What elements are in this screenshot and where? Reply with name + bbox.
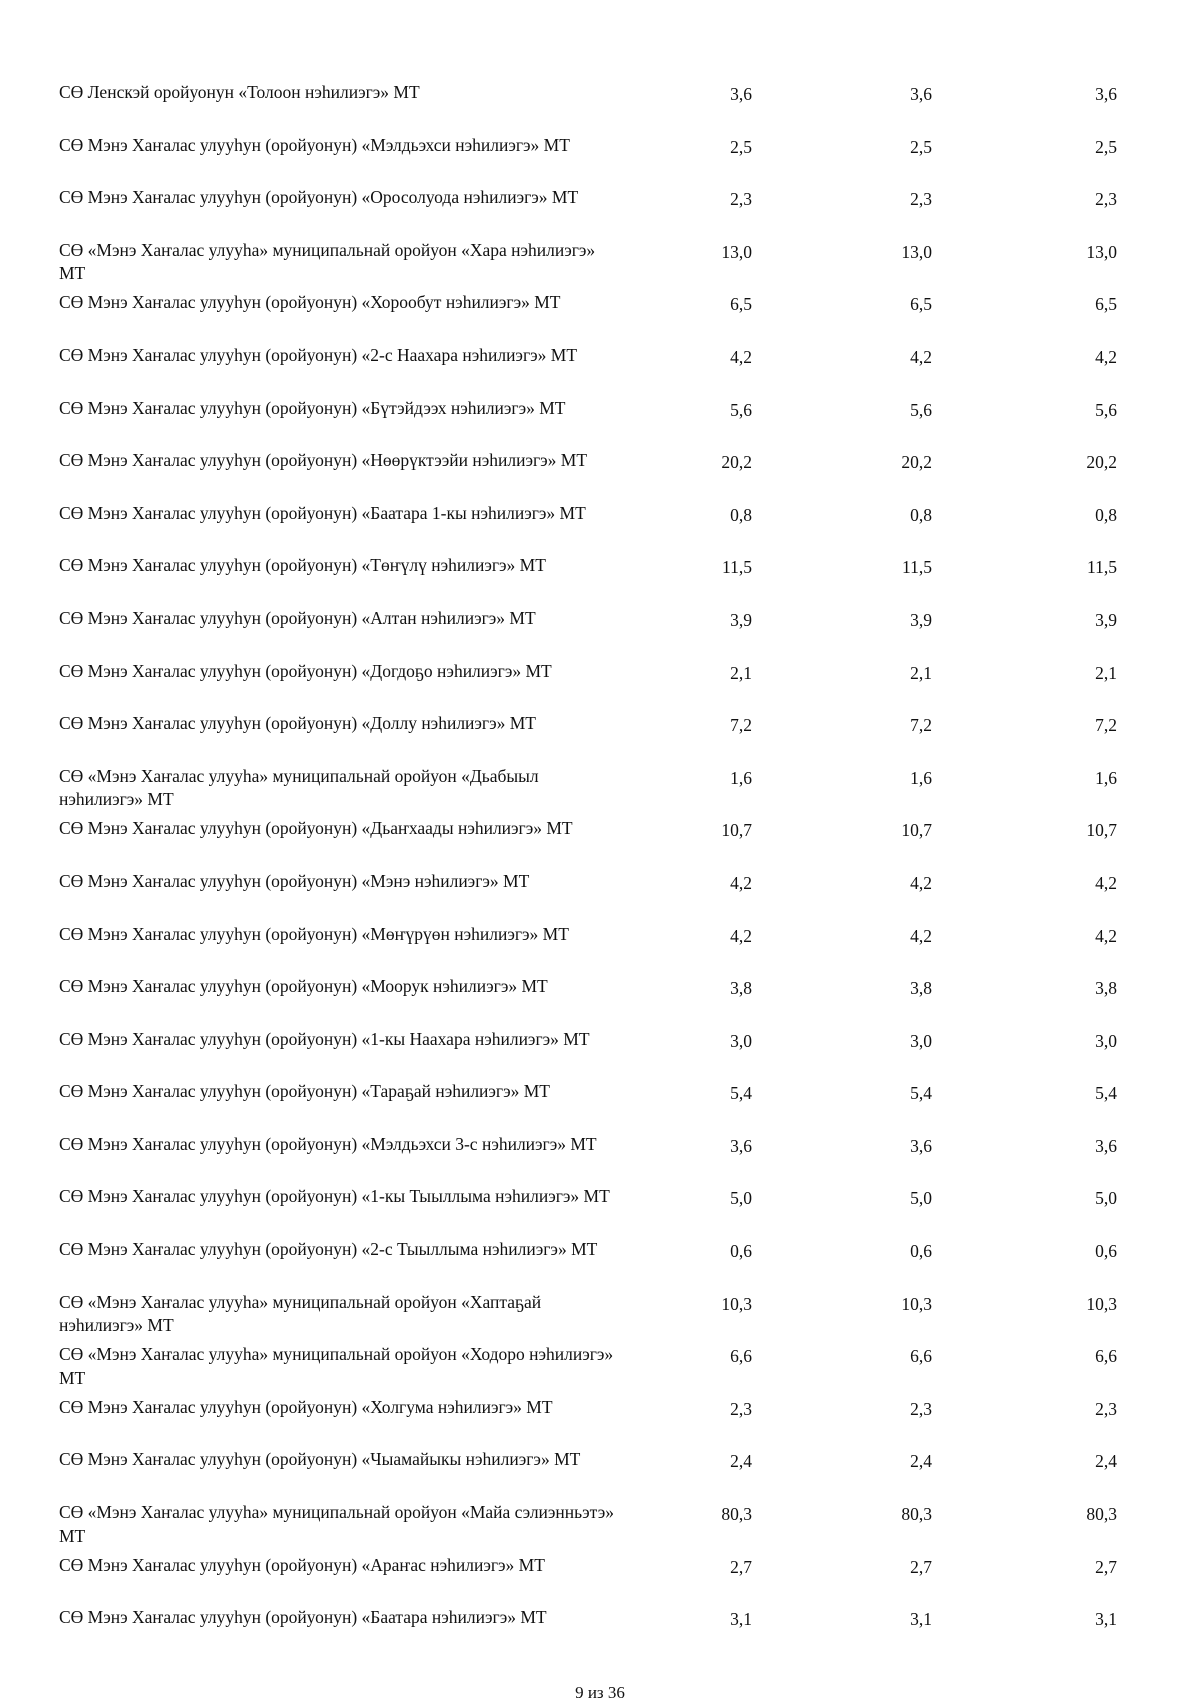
row-value-v1: 11,5 [722,557,752,578]
row-value-v2: 5,4 [910,1083,932,1104]
table-row [59,1185,1139,1238]
row-value-v3: 2,3 [1095,189,1117,210]
row-value-v2: 1,6 [910,767,932,788]
row-name: СӨ «Мэнэ Хаҥалас улууһа» муниципальнай оройуон «Дьабыыл нэһилиэгэ» МТ [59,765,539,810]
row-value-v1: 6,6 [730,1346,752,1367]
row-value-v3: 0,6 [1095,1241,1117,1262]
row-value-v1: 2,5 [730,136,752,157]
table-row [59,1501,1139,1554]
table-row [59,1606,1139,1659]
page-number: 9 из 36 [575,1683,625,1702]
row-value-v3: 6,6 [1095,1346,1117,1367]
row-name: СӨ Мэнэ Хаҥалас улууһун (оройуонун) «1-кы Наахара нэһилиэгэ» МТ [59,1028,590,1049]
row-value-v2: 4,2 [910,925,932,946]
row-value-v3: 1,6 [1095,767,1117,788]
row-name: СӨ Мэнэ Хаҥалас улууһун (оройуонун) «Холгума нэһилиэгэ» МТ [59,1396,553,1417]
row-value-v1: 4,2 [730,872,752,893]
table-row [59,1238,1139,1291]
row-value-v2: 2,1 [910,662,932,683]
row-value-v3: 5,0 [1095,1188,1117,1209]
row-value-v1: 4,2 [730,925,752,946]
row-name: СӨ «Мэнэ Хаҥалас улууһа» муниципальнай оройуон «Хара нэһилиэгэ» МТ [59,239,596,284]
row-value-v1: 5,6 [730,399,752,420]
table-row [59,186,1139,239]
row-value-v1: 3,0 [730,1030,752,1051]
table-row [59,134,1139,187]
row-value-v3: 2,5 [1095,136,1117,157]
row-value-v3: 7,2 [1095,715,1117,736]
row-name: СӨ Мэнэ Хаҥалас улууһун (оройуонун) «Мэлдьэхси 3-с нэһилиэгэ» МТ [59,1133,597,1154]
table-row [59,1448,1139,1501]
row-value-v3: 80,3 [1086,1504,1117,1525]
row-name: СӨ Мэнэ Хаҥалас улууһун (оройуонун) «Догдоҕо нэһилиэгэ» МТ [59,660,552,681]
row-name: СӨ Мэнэ Хаҥалас улууһун (оройуонун) «Бүтэйдээх нэһилиэгэ» МТ [59,397,566,418]
row-value-v2: 80,3 [901,1504,932,1525]
row-name: СӨ Мэнэ Хаҥалас улууһун (оройуонун) «Баатара нэһилиэгэ» МТ [59,1607,547,1628]
row-name: СӨ Мэнэ Хаҥалас улууһун (оройуонун) «Чыамайыкы нэһилиэгэ» МТ [59,1449,581,1470]
row-value-v3: 4,2 [1095,872,1117,893]
row-value-v2: 3,8 [910,978,932,999]
row-value-v3: 3,1 [1095,1609,1117,1630]
row-value-v1: 2,4 [730,1451,752,1472]
row-value-v3: 10,7 [1086,820,1117,841]
row-value-v3: 0,8 [1095,504,1117,525]
row-value-v1: 0,8 [730,504,752,525]
row-value-v2: 13,0 [901,241,932,262]
row-name: СӨ Мэнэ Хаҥалас улууһун (оройуонун) «Нөөрүктээйи нэһилиэгэ» МТ [59,450,588,471]
row-value-v2: 3,6 [910,1135,932,1156]
row-name: СӨ Мэнэ Хаҥалас улууһун (оройуонун) «Доллу нэһилиэгэ» МТ [59,713,536,734]
row-value-v3: 2,4 [1095,1451,1117,1472]
table-row [59,817,1139,870]
table-row [59,502,1139,555]
table-row [59,660,1139,713]
row-name: СӨ «Мэнэ Хаҥалас улууһа» муниципальнай оройуон «Ходоро нэһилиэгэ» МТ [59,1344,614,1388]
row-value-v3: 2,3 [1095,1398,1117,1419]
row-value-v1: 80,3 [721,1504,752,1525]
row-value-v2: 3,9 [910,609,932,630]
table-row [59,291,1139,344]
row-value-v3: 20,2 [1086,452,1117,473]
row-value-v2: 6,6 [910,1346,932,1367]
row-value-v3: 2,1 [1095,662,1117,683]
row-value-v2: 4,2 [910,346,932,367]
row-value-v2: 2,4 [910,1451,932,1472]
row-value-v1: 2,1 [730,662,752,683]
row-value-v3: 11,5 [1087,557,1117,578]
table-row [59,449,1139,502]
table-row [59,554,1139,607]
row-value-v1: 2,3 [730,189,752,210]
row-name: СӨ Мэнэ Хаҥалас улууһун (оройуонун) «Мөҥүрүөн нэһилиэгэ» МТ [59,923,569,944]
row-value-v3: 3,6 [1095,1135,1117,1156]
row-value-v2: 5,0 [910,1188,932,1209]
row-value-v1: 0,6 [730,1241,752,1262]
row-value-v1: 3,8 [730,978,752,999]
row-name: СӨ Мэнэ Хаҥалас улууһун (оройуонун) «Оросолуода нэһилиэгэ» МТ [59,187,579,208]
row-name: СӨ Мэнэ Хаҥалас улууһун (оройуонун) «Алтан нэһилиэгэ» МТ [59,607,536,628]
row-value-v2: 2,3 [910,189,932,210]
row-value-v3: 3,0 [1095,1030,1117,1051]
row-value-v3: 2,7 [1095,1556,1117,1577]
row-value-v1: 2,7 [730,1556,752,1577]
row-value-v1: 13,0 [721,241,752,262]
row-value-v2: 0,6 [910,1241,932,1262]
row-value-v2: 3,1 [910,1609,932,1630]
row-value-v1: 6,5 [730,294,752,315]
table-row [59,607,1139,660]
row-value-v2: 11,5 [902,557,932,578]
row-name: СӨ Мэнэ Хаҥалас улууһун (оройуонун) «Төҥүлү нэһилиэгэ» МТ [59,555,546,576]
row-value-v2: 6,5 [910,294,932,315]
row-value-v3: 5,6 [1095,399,1117,420]
row-value-v3: 6,5 [1095,294,1117,315]
row-name: СӨ Мэнэ Хаҥалас улууһун (оройуонун) «2-с Наахара нэһилиэгэ» МТ [59,344,578,365]
row-name: СӨ Мэнэ Хаҥалас улууһун (оройуонун) «Моорук нэһилиэгэ» МТ [59,976,548,997]
table-row [59,765,1139,818]
row-value-v3: 5,4 [1095,1083,1117,1104]
row-value-v3: 4,2 [1095,346,1117,367]
row-value-v2: 10,3 [901,1293,932,1314]
row-value-v1: 3,9 [730,609,752,630]
table-row [59,81,1139,134]
row-value-v3: 3,6 [1095,84,1117,104]
row-value-v2: 0,8 [910,504,932,525]
row-value-v2: 7,2 [910,715,932,736]
table-row [59,239,1139,292]
table-row [59,975,1139,1028]
table-row [59,344,1139,397]
row-value-v1: 3,6 [730,1135,752,1156]
table-row [59,1028,1139,1081]
table-row [59,712,1139,765]
row-value-v2: 2,3 [910,1398,932,1419]
row-value-v1: 4,2 [730,346,752,367]
row-value-v2: 3,6 [910,84,932,104]
table-row [59,923,1139,976]
row-value-v1: 5,0 [730,1188,752,1209]
row-value-v1: 10,7 [721,820,752,841]
row-value-v1: 20,2 [721,452,752,473]
row-value-v2: 2,7 [910,1556,932,1577]
row-value-v1: 7,2 [730,715,752,736]
row-value-v3: 3,9 [1095,609,1117,630]
row-name: СӨ Мэнэ Хаҥалас улууһун (оройуонун) «Мэнэ нэһилиэгэ» МТ [59,870,530,891]
table-row [59,870,1139,923]
data-table [59,81,1139,1659]
row-value-v2: 2,5 [910,136,932,157]
row-name: СӨ Мэнэ Хаҥалас улууһун (оройуонун) «Хорообут нэһилиэгэ» МТ [59,292,561,313]
row-value-v3: 10,3 [1086,1293,1117,1314]
row-value-v1: 10,3 [721,1293,752,1314]
row-value-v1: 5,4 [730,1083,752,1104]
row-value-v2: 3,0 [910,1030,932,1051]
row-value-v1: 3,6 [730,84,752,104]
row-value-v1: 1,6 [730,767,752,788]
table-row [59,1343,1139,1396]
table-row [59,1396,1139,1449]
row-value-v2: 5,6 [910,399,932,420]
row-name: СӨ Мэнэ Хаҥалас улууһун (оройуонун) «1-кы Тыыллыма нэһилиэгэ» МТ [59,1186,610,1207]
row-value-v1: 2,3 [730,1398,752,1419]
row-value-v2: 10,7 [901,820,932,841]
row-value-v3: 13,0 [1086,241,1117,262]
row-value-v2: 4,2 [910,872,932,893]
row-value-v3: 3,8 [1095,978,1117,999]
row-name: СӨ Мэнэ Хаҥалас улууһун (оройуонун) «Тараҕай нэһилиэгэ» МТ [59,1081,550,1102]
row-name: СӨ Мэнэ Хаҥалас улууһун (оройуонун) «Араҥас нэһилиэгэ» МТ [59,1554,545,1575]
table-row [59,1080,1139,1133]
table-row [59,1291,1139,1344]
row-name: СӨ Мэнэ Хаҥалас улууһун (оройуонун) «Дьаҥхаады нэһилиэгэ» МТ [59,818,573,839]
table-row [59,1133,1139,1186]
table-row [59,1554,1139,1607]
row-name: СӨ Мэнэ Хаҥалас улууһун (оройуонун) «Баатара 1-кы нэһилиэгэ» МТ [59,502,586,523]
row-value-v3: 4,2 [1095,925,1117,946]
row-name: СӨ Мэнэ Хаҥалас улууһун (оройуонун) «Мэлдьэхси нэһилиэгэ» МТ [59,134,570,155]
row-value-v1: 3,1 [730,1609,752,1630]
row-value-v2: 20,2 [901,452,932,473]
row-name: СӨ Мэнэ Хаҥалас улууһун (оройуонун) «2-с Тыыллыма нэһилиэгэ» МТ [59,1239,598,1260]
table-row [59,397,1139,450]
row-name: СӨ «Мэнэ Хаҥалас улууһа» муниципальнай оройуон «Хаптаҕай нэһилиэгэ» МТ [59,1291,542,1336]
row-name: СӨ Ленскэй оройуонун «Толоон нэһилиэгэ» МТ [59,82,420,102]
row-name: СӨ «Мэнэ Хаҥалас улууһа» муниципальнай оройуон «Майа сэлиэнньэтэ» МТ [59,1502,615,1546]
